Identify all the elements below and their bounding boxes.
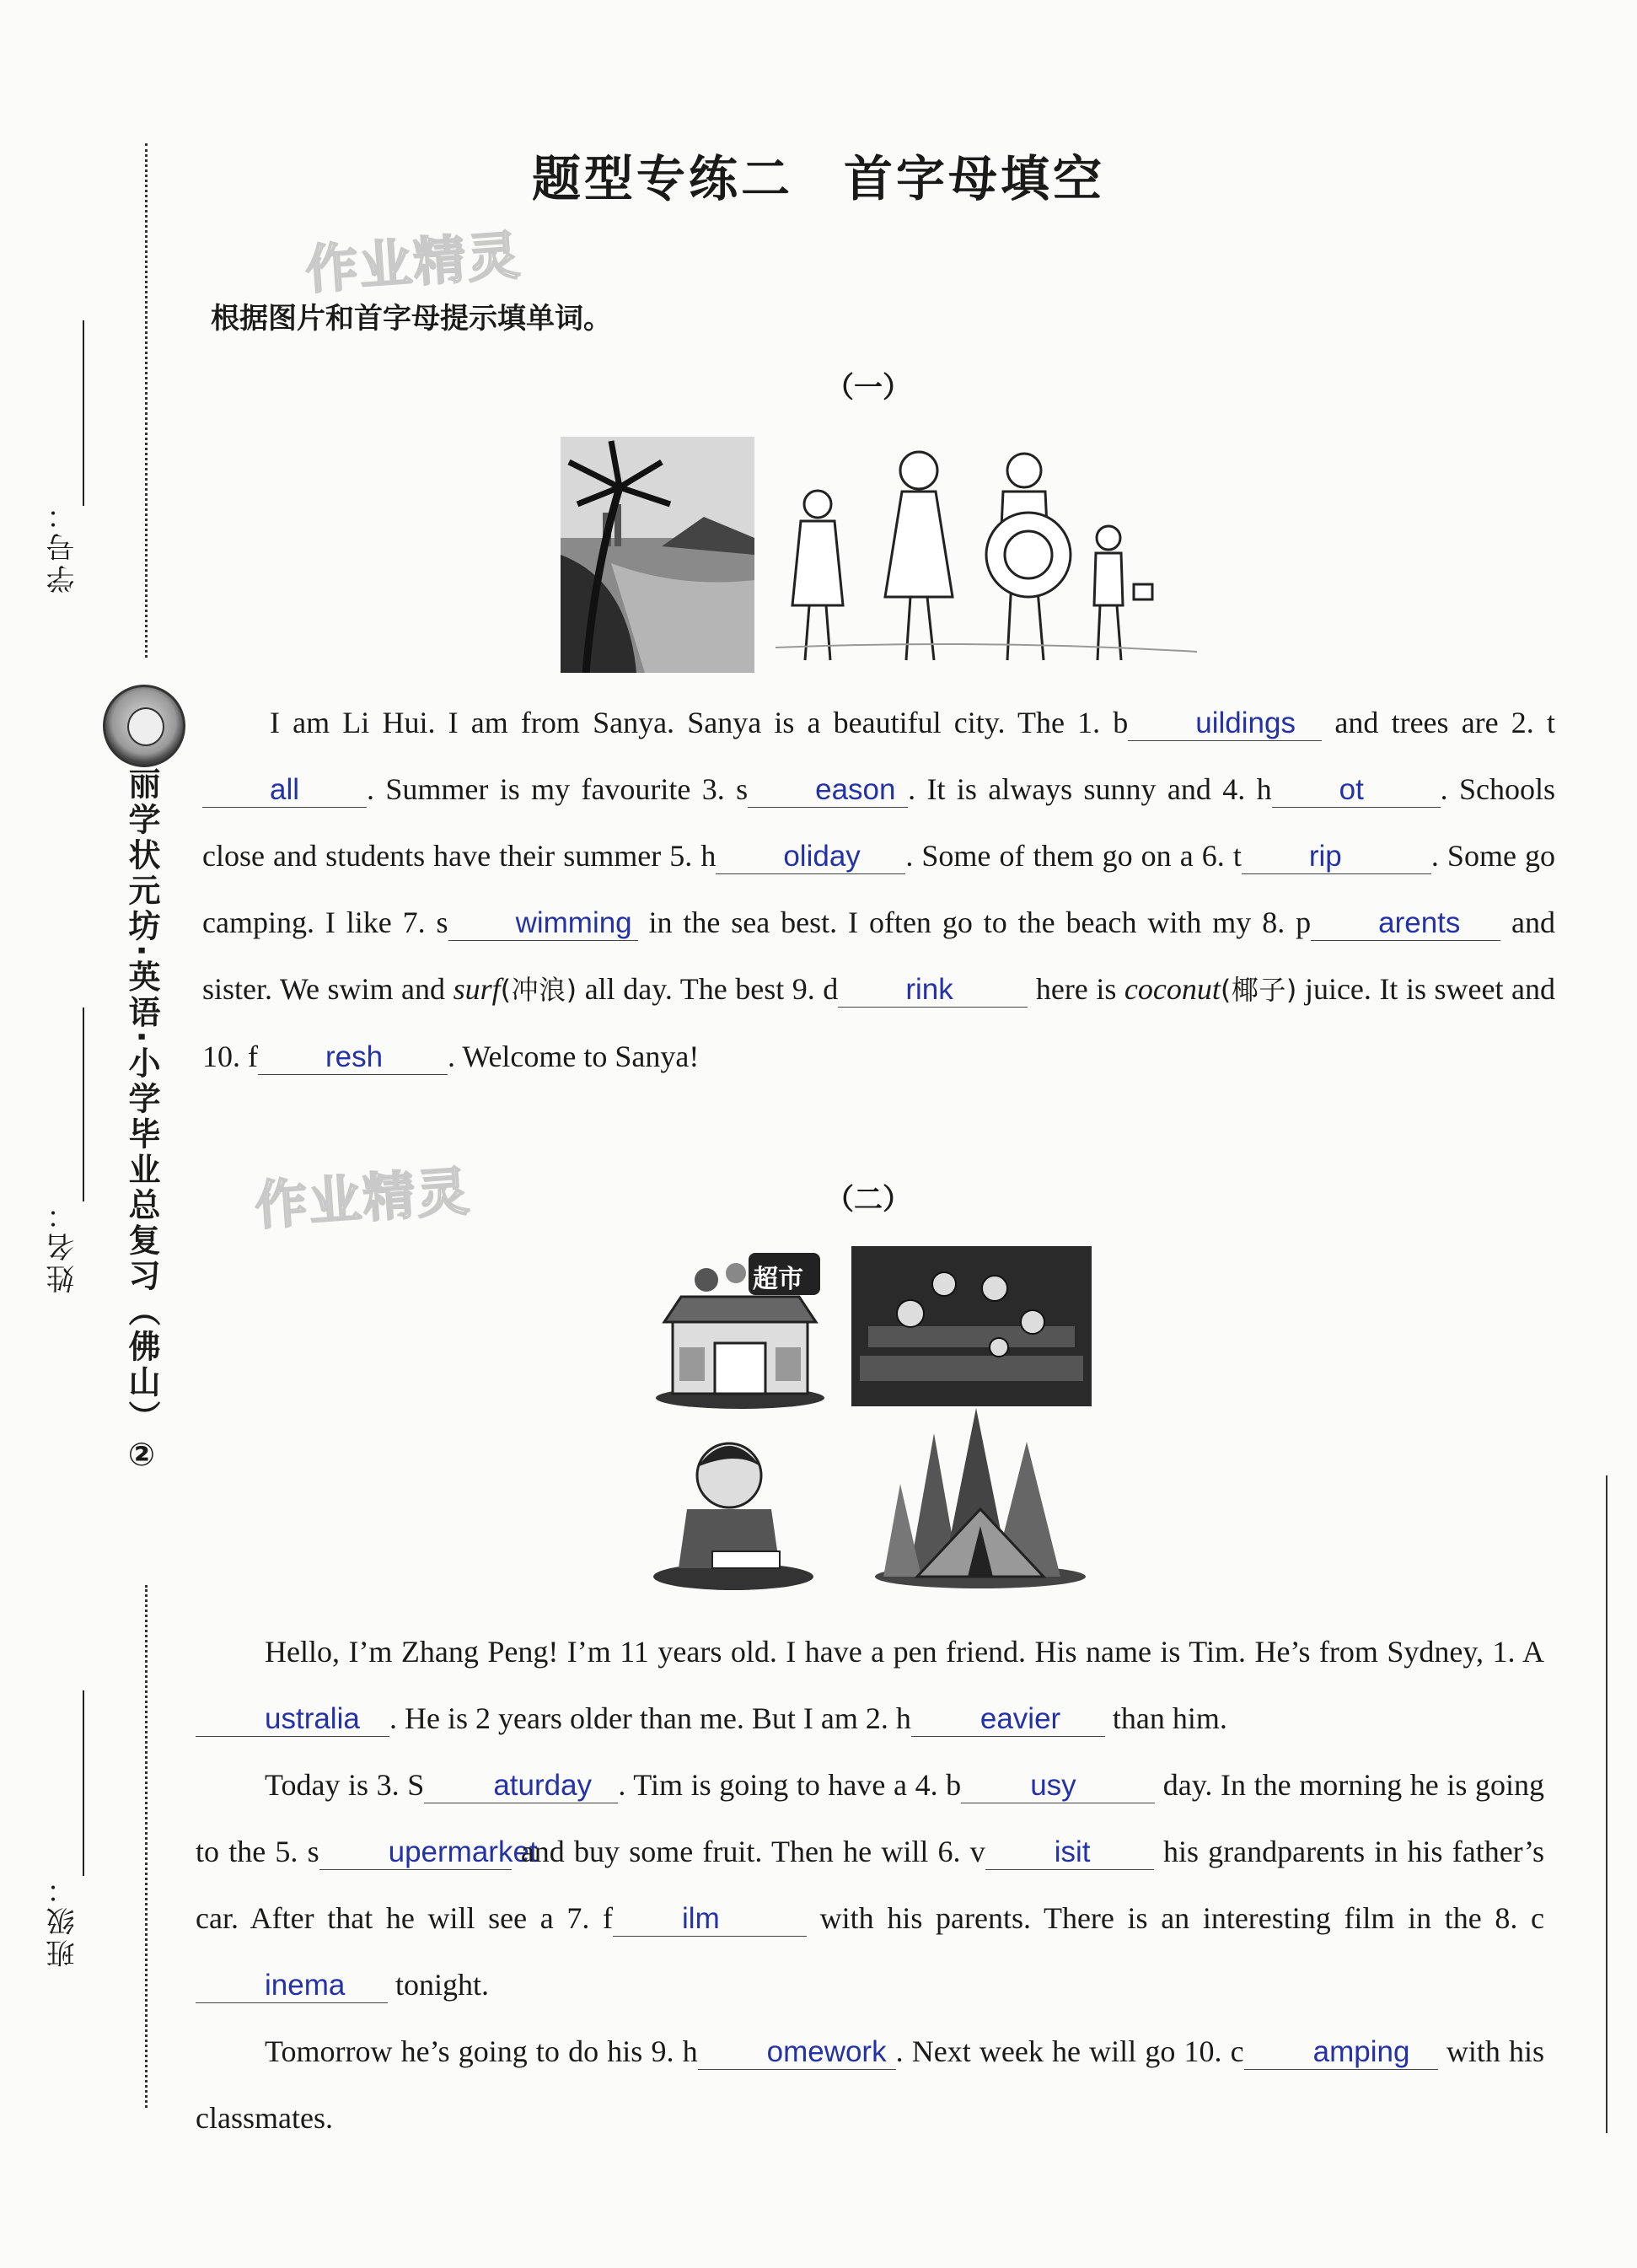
s2-p2-text-4: day. In the morning he is going to the 5. s — [196, 1768, 1545, 1868]
s1-blank-1[interactable] — [1128, 706, 1322, 741]
s2-p3-text-2: . Next week he will go 10. c — [895, 2034, 1244, 2068]
s2-answer-2: eavier — [980, 1702, 1061, 1735]
s1-answer-2: all — [270, 773, 300, 806]
s2-blank-10[interactable] — [1244, 2034, 1438, 2070]
s1-text-16: and sister. We swim and — [202, 906, 1555, 1006]
s2-blank-1[interactable] — [196, 1701, 389, 1737]
class-rule — [83, 1690, 84, 1876]
watermark-middle: 作业精灵 — [253, 1160, 473, 1237]
s1-gloss-coconut: (椰子) — [1220, 974, 1297, 1006]
instruction: 根据图片和首字母提示填单词。 — [211, 302, 612, 336]
s2-blank-3[interactable] — [424, 1768, 618, 1803]
s2-p1-text-0: Hello, I’m Zhang Peng! I’m 11 years old. I have a pen friend. His name is Tim. He’s from Sydney, 1. A — [265, 1635, 1544, 1669]
s1-blank-2[interactable] — [202, 772, 367, 808]
s1-text-24: juice. It is sweet and 10. f — [202, 972, 1555, 1073]
s1-word-surf: surf — [453, 972, 501, 1006]
s1-blank-5[interactable] — [716, 839, 905, 874]
s2-p2-text-12: tonight. — [388, 1968, 490, 2002]
name-rule — [83, 1008, 84, 1201]
s1-blank-7[interactable] — [448, 906, 638, 941]
s2-p2-text-10: with his parents. There is an interesting film in the 8. c — [807, 1901, 1544, 1935]
s1-word-coconut: coconut — [1124, 972, 1221, 1006]
s1-answer-1: uildings — [1195, 707, 1296, 739]
s1-answer-6: rip — [1308, 840, 1342, 873]
s1-text-8: . Schools close and students have their summer 5. h — [202, 772, 1555, 873]
s2-blank-6[interactable] — [985, 1835, 1154, 1870]
s1-blank-4[interactable] — [1272, 772, 1441, 808]
s2-paragraph-3 — [196, 2018, 1544, 2152]
s1-text-12: . Some go camping. I like 7. s — [202, 839, 1555, 939]
camping-image — [875, 1408, 1086, 1589]
s1-answer-8: arents — [1378, 906, 1461, 939]
s2-answer-7: ilm — [682, 1902, 720, 1935]
s2-p1-text-4: than him. — [1104, 1701, 1227, 1735]
class-label: 班级： — [46, 1872, 80, 1968]
s1-blank-6[interactable] — [1242, 839, 1431, 874]
section1-heading: （一） — [825, 371, 911, 405]
s1-answer-7: wimming — [515, 906, 632, 939]
s1-text-19: all day. The best 9. d — [577, 972, 839, 1006]
s1-gloss-surf: (冲浪) — [500, 974, 577, 1006]
s2-answer-9: omework — [766, 2035, 887, 2068]
s2-answer-10: amping — [1312, 2035, 1410, 2068]
s1-answer-5: oliday — [783, 840, 861, 873]
section2-passage — [196, 1619, 1544, 2152]
s2-blank-8[interactable] — [196, 1968, 388, 2003]
watermark-top: 作业精灵 — [303, 224, 523, 301]
page-title — [0, 139, 1637, 210]
right-edge-rule — [1606, 1475, 1607, 2133]
s1-text-0: I am Li Hui. I am from Sanya. Sanya is a beautiful city. The 1. b — [270, 706, 1129, 739]
boy-doing-homework-image — [653, 1425, 818, 1594]
s1-answer-3: eason — [815, 773, 896, 806]
series-title: 丽学状元坊·英语·小学毕业总复习（佛山）② — [123, 767, 160, 1476]
s2-answer-5: upermarket — [388, 1835, 538, 1868]
s1-text-6: . It is always sunny and 4. h — [908, 772, 1272, 806]
s1-answer-4: ot — [1339, 773, 1364, 806]
publisher-logo — [103, 685, 185, 767]
s2-answer-4: usy — [1030, 1769, 1076, 1802]
s2-p3-text-0: Tomorrow he’s going to do his 9. h — [265, 2034, 698, 2068]
s2-p2-text-2: . Tim is going to have a 4. b — [618, 1768, 962, 1802]
section1-passage — [202, 690, 1555, 1090]
s2-answer-1: ustralia — [265, 1702, 360, 1735]
s1-text-10: . Some of them go on a 6. t — [905, 839, 1242, 873]
s1-text-4: . Summer is my favourite 3. s — [367, 772, 749, 806]
title-part2: 首字母填空 — [844, 150, 1106, 207]
s2-paragraph-2 — [196, 1752, 1544, 2018]
name-label: 姓名： — [46, 1197, 80, 1293]
s1-answer-9: rink — [905, 973, 953, 1006]
cinema-image — [851, 1246, 1092, 1406]
student-id-rule — [83, 320, 84, 506]
beach-image — [561, 437, 754, 673]
s1-text-21: here is — [1028, 972, 1124, 1006]
s2-blank-9[interactable] — [698, 2034, 896, 2070]
s2-blank-5[interactable] — [319, 1835, 538, 1870]
s1-blank-10[interactable] — [258, 1040, 448, 1075]
s2-p2-text-6: and buy some fruit. Then he will 6. v — [511, 1835, 985, 1868]
s1-text-14: in the sea best. I often go to the beach with my 8. p — [637, 906, 1312, 939]
s1-blank-9[interactable] — [838, 972, 1028, 1008]
s2-answer-3: aturday — [493, 1769, 593, 1802]
s2-answer-6: isit — [1054, 1835, 1091, 1868]
title-part1: 题型专练二 — [531, 150, 793, 207]
binding-dotted-line-bottom — [145, 1585, 148, 2108]
s2-blank-4[interactable] — [961, 1768, 1155, 1803]
s2-p3-text-4: with his classmates. — [196, 2034, 1544, 2135]
s2-p2-text-0: Today is 3. S — [265, 1768, 425, 1802]
section2-heading: （二） — [825, 1183, 911, 1217]
family-image — [776, 437, 1197, 673]
s2-p2-text-8: his grandparents in his father’s car. After that he will see a 7. f — [196, 1835, 1545, 1935]
student-id-label: 学号： — [46, 497, 80, 594]
s1-text-2: and trees are 2. t — [1322, 706, 1555, 739]
supermarket-sign: 超市 — [753, 1265, 803, 1294]
s2-blank-2[interactable] — [911, 1701, 1105, 1737]
s1-answer-10: resh — [325, 1040, 384, 1073]
s1-blank-8[interactable] — [1311, 906, 1500, 941]
s2-p1-text-2: . He is 2 years older than me. But I am 2. h — [389, 1701, 911, 1735]
s2-blank-7[interactable] — [613, 1901, 807, 1937]
s1-blank-3[interactable] — [748, 772, 908, 808]
s2-paragraph-1 — [196, 1619, 1544, 1752]
s2-answer-8: inema — [265, 1969, 346, 2002]
s1-text-26: . Welcome to Sanya! — [448, 1040, 700, 1073]
